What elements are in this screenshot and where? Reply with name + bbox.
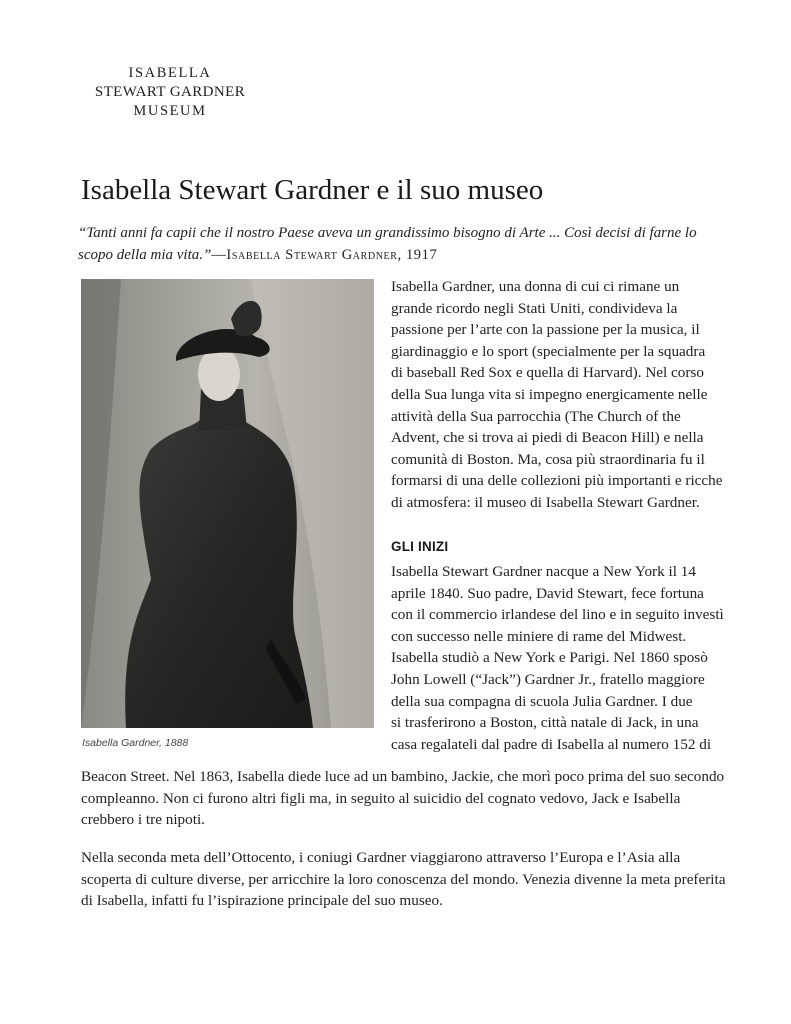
text-line: con il commercio irlandese del lino e in seguito investì bbox=[391, 606, 724, 624]
text-line: della sua compagna di scuola Julia Gardner. I due bbox=[391, 692, 693, 710]
inizi-paragraph bbox=[391, 561, 724, 755]
text-line: passione per l’arte con la passione per la musica, il bbox=[391, 321, 700, 339]
text-line: grande ricordo negli Stati Uniti, condivideva la bbox=[391, 299, 678, 317]
text-line: casa regalateli dal padre di Isabella al numero 152 di bbox=[391, 735, 712, 753]
text-line: Isabella Stewart Gardner nacque a New York il 14 bbox=[391, 563, 696, 580]
page-title: Isabella Stewart Gardner e il suo museo bbox=[81, 174, 544, 206]
text-line: di atmosfera: il museo di Isabella Stewart Gardner. bbox=[391, 493, 700, 511]
text-line: si trasferirono a Boston, città natale di Jack, in una bbox=[391, 714, 699, 732]
epigraph-quote bbox=[78, 222, 698, 266]
text-line: formarsi di una delle collezioni più importanti e ricche bbox=[391, 472, 723, 490]
logo-line-2: STEWART GARDNER bbox=[94, 84, 246, 100]
logo-line-3: MUSEUM bbox=[133, 103, 207, 119]
text-line: di baseball Red Sox e quella di Harvard). Nel corso bbox=[391, 364, 704, 382]
text-line: della Sua lunga vita si impegno energicamente nelle bbox=[391, 385, 708, 403]
text-line: Isabella Gardner, una donna di cui ci rimane un bbox=[391, 278, 680, 295]
text-line: giardinaggio e lo sport (specialmente per la squadra bbox=[391, 342, 706, 360]
portrait-photo bbox=[81, 279, 374, 728]
quote-attribution: —Isabella Stewart Gardner, 1917 bbox=[211, 247, 438, 263]
text-line: attività della Sua parrocchia (The Church of the bbox=[391, 407, 681, 425]
logo-line-1: ISABELLA bbox=[128, 65, 212, 81]
text-line: aprile 1840. Suo padre, David Stewart, fece fortuna bbox=[391, 584, 704, 602]
text-line: Isabella studiò a New York e Parigi. Nel 1860 sposò bbox=[391, 649, 708, 667]
quote-text: “Tanti anni fa capii che il nostro Paese aveva un grandissimo bisogno di Arte ... Così decisi di farne lo scopo della mia vita.” bbox=[78, 225, 697, 263]
final-paragraph: Nella seconda meta dell’Ottocento, i coniugi Gardner viaggiarono attraverso l’Europa e l’Asia alla scoperta di culture diverse, per arricchire la loro conoscenza del mondo. Venezia divenne la meta preferita di Isabella, infatti fu l’ispirazione principale del suo museo. bbox=[81, 849, 726, 910]
museum-logo bbox=[80, 64, 260, 121]
intro-paragraph bbox=[391, 276, 722, 514]
inizi-continued-paragraph: Beacon Street. Nel 1863, Isabella diede luce ad un bambino, Jackie, che morì poco prima del suo secondo compleanno. Non ci furono altri figli ma, in seguito al suicidio del cognato vedovo, Jack e Isabella crebbero i tre nipoti. bbox=[81, 768, 725, 829]
text-line: con successo nelle miniere di rame del Midwest. bbox=[391, 627, 687, 645]
photo-caption: Isabella Gardner, 1888 bbox=[82, 737, 189, 749]
section-heading: GLI INIZI bbox=[391, 539, 449, 554]
text-line: Advent, che si trova ai piedi di Beacon Hill) e nella bbox=[391, 429, 704, 447]
text-line: John Lowell (“Jack”) Gardner Jr., fratello maggiore bbox=[391, 670, 705, 688]
text-line: comunità di Boston. Ma, cosa più straordinaria fu il bbox=[391, 450, 705, 468]
